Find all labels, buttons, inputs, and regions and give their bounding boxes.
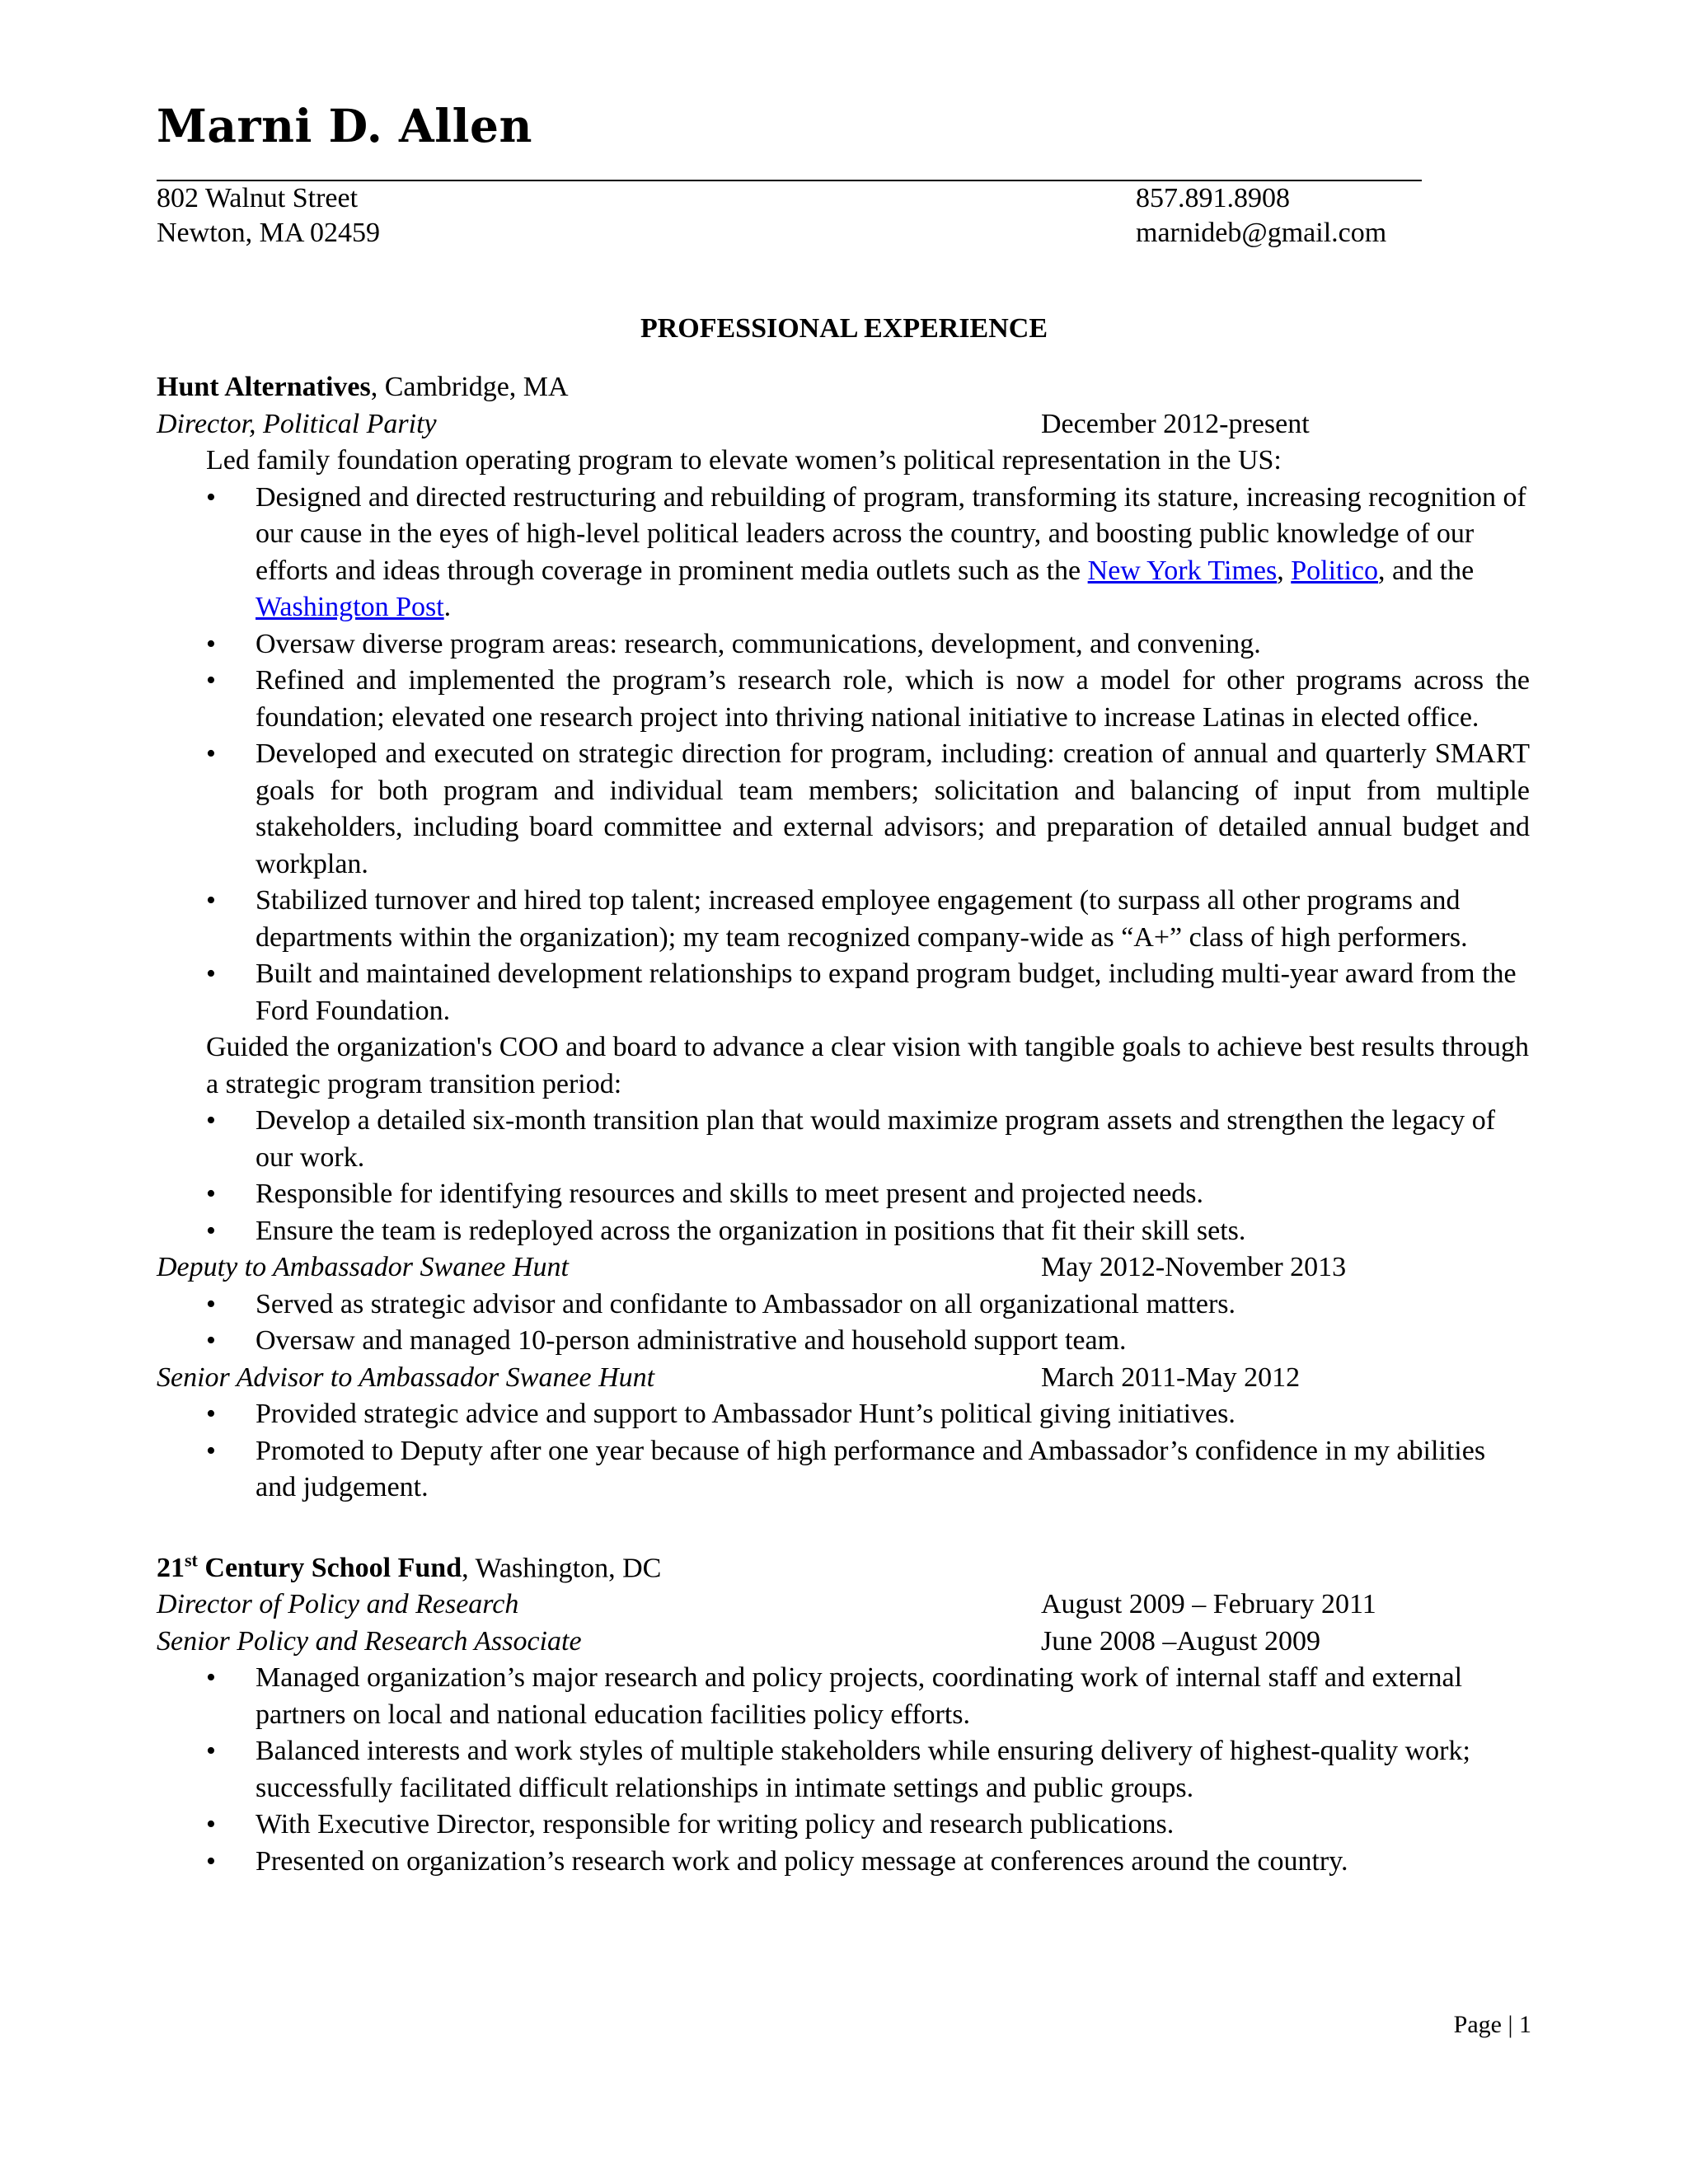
employer-name: 21st Century School Fund	[157, 1549, 462, 1583]
role-dates: June 2008 –August 2009	[1041, 1625, 1321, 1657]
role-intro: Led family foundation operating program to elevate women’s political representation in the US:	[206, 445, 1282, 476]
bullet-item: • Oversaw diverse program areas: research, communications, development, and convening.	[256, 626, 1530, 663]
bullet-item: • Ensure the team is redeployed across the organization in positions that fit their skill sets.	[256, 1213, 1530, 1250]
role-senior-policy-associate	[157, 1624, 1530, 1661]
bullet-item: • Refined and implemented the program’s research role, which is now a model for other programs across the foundation; elevated one research project into thriving national initiative to increase Latinas in elected office.	[256, 663, 1530, 736]
bullet-item: • Oversaw and managed 10-person administrative and household support team.	[256, 1323, 1530, 1360]
bullet-item: • Stabilized turnover and hired top talent; increased employee engagement (to surpass all other programs and departments within the organization); my team recognized company-wide as “A+” class of high performers.	[256, 883, 1530, 956]
bullet-list	[157, 480, 1530, 1030]
role-dates: December 2012-present	[1041, 408, 1310, 439]
bullet-item: • Served as strategic advisor and confidante to Ambassador on all organizational matters.	[256, 1286, 1530, 1324]
link-washington-post[interactable]: Washington Post	[256, 592, 444, 622]
role-dates: August 2009 – February 2011	[1041, 1589, 1376, 1620]
page-number: Page | 1	[1453, 2011, 1531, 2038]
role-title: Director, Political Parity	[157, 408, 437, 439]
bullet-list	[157, 1286, 1530, 1360]
phone-number: 857.891.8908	[1136, 183, 1290, 213]
email-address: marnideb@gmail.com	[1136, 218, 1387, 248]
role-deputy-to-ambassador	[157, 1249, 1530, 1286]
employer-hunt-alternatives	[157, 369, 1530, 406]
link-new-york-times[interactable]: New York Times	[1087, 555, 1278, 586]
role-director-policy-research	[157, 1586, 1530, 1624]
address-street: 802 Walnut Street	[157, 183, 359, 213]
employer-21st-century-school-fund	[157, 1543, 1530, 1587]
address-block	[157, 181, 380, 251]
role-title: Director of Policy and Research	[157, 1589, 519, 1620]
bullet-item: • Responsible for identifying resources and skills to meet present and projected needs.	[256, 1176, 1530, 1213]
experience-section	[157, 369, 1530, 1880]
bullet-list	[157, 1103, 1530, 1249]
role-title: Senior Advisor to Ambassador Swanee Hunt	[157, 1361, 655, 1393]
bullet-item: • Balanced interests and work styles of multiple stakeholders while ensuring delivery of highest-quality work; successfully facilitated difficult relationships in intimate settings and public groups.	[256, 1733, 1530, 1807]
role-title: Deputy to Ambassador Swanee Hunt	[157, 1252, 569, 1282]
employer-name: Hunt Alternatives	[157, 372, 371, 402]
address-city: Newton, MA 02459	[157, 218, 381, 248]
role-director-political-parity	[157, 406, 1530, 443]
bullet-list	[157, 1660, 1530, 1880]
contact-block	[1136, 181, 1386, 251]
role-title: Senior Policy and Research Associate	[157, 1625, 582, 1657]
employer-location: , Washington, DC	[462, 1552, 662, 1583]
bullet-item: • Designed and directed restructuring and rebuilding of program, transforming its stature, increasing recognition of our cause in the eyes of high-level political leaders across the country, and boosting public knowledge of our efforts and ideas through coverage in prominent media outlets such as the New York Times, Politico, and the Washington Post.	[256, 480, 1530, 626]
applicant-name: Marni D. Allen	[157, 99, 532, 152]
link-politico[interactable]: Politico	[1291, 555, 1379, 586]
role-senior-advisor	[157, 1360, 1530, 1397]
bullet-item: • Develop a detailed six-month transition plan that would maximize program assets and strengthen the legacy of our work.	[256, 1103, 1530, 1176]
role-dates: March 2011-May 2012	[1041, 1361, 1301, 1393]
section-heading-experience: PROFESSIONAL EXPERIENCE	[640, 313, 1048, 344]
bullet-item: • Presented on organization’s research work and policy message at conferences around the country.	[256, 1844, 1530, 1881]
bullet-item: • Managed organization’s major research and policy projects, coordinating work of internal staff and external partners on local and national education facilities policy efforts.	[256, 1660, 1530, 1733]
bullet-item: • With Executive Director, responsible for writing policy and research publications.	[256, 1807, 1530, 1844]
employer-location: , Cambridge, MA	[370, 372, 569, 402]
role-dates: May 2012-November 2013	[1041, 1252, 1347, 1282]
bullet-item: • Built and maintained development relationships to expand program budget, including multi-year award from the Ford Foundation.	[256, 956, 1530, 1029]
bullet-item: • Developed and executed on strategic direction for program, including: creation of annual and quarterly SMART goals for both program and individual team members; solicitation and balancing of input from multiple stakeholders, including board committee and external advisors; and preparation of detailed annual budget and workplan.	[256, 736, 1530, 883]
bullet-item: • Provided strategic advice and support to Ambassador Hunt’s political giving initiatives.	[256, 1396, 1530, 1433]
bullet-list	[157, 1396, 1530, 1507]
bullet-item: • Promoted to Deputy after one year because of high performance and Ambassador’s confidence in my abilities and judgement.	[256, 1433, 1530, 1507]
section-spacer	[157, 1507, 1530, 1543]
role-intro: Guided the organization's COO and board to advance a clear vision with tangible goals to achieve best results through a strategic program transition period:	[206, 1032, 1529, 1099]
